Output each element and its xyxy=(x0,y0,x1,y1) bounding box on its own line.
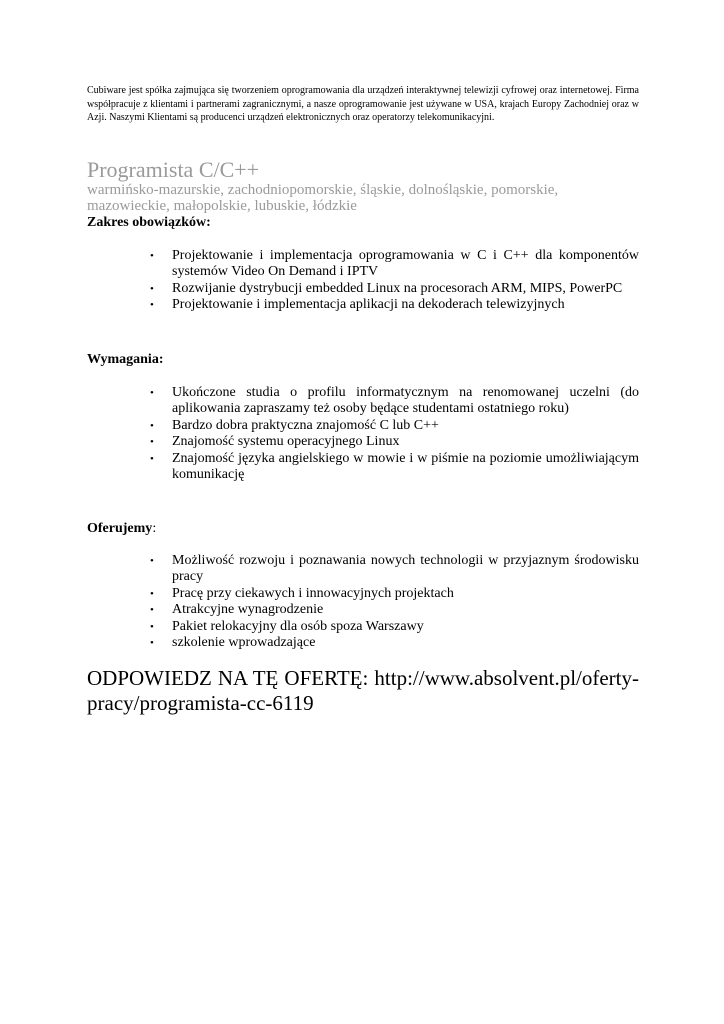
responsibilities-heading: Zakres obowiązków: xyxy=(87,214,211,230)
bullet-icon: • xyxy=(150,637,154,649)
list-item: • Pakiet relokacyjny dla osób spoza Warszawy xyxy=(150,618,424,634)
bullet-icon: • xyxy=(150,587,154,600)
requirements-list xyxy=(87,385,639,484)
list-item: • Projektowanie i implementacja aplikacji na dekoderach telewizyjnych xyxy=(150,297,565,312)
job-regions: warmińsko-mazurskie, zachodniopomorskie, śląskie, dolnośląskie, pomorskie, mazowieckie, małopolskie, lubuskie, łódzkie xyxy=(87,181,559,214)
bullet-icon: • xyxy=(150,249,154,262)
company-intro: Cubiware jest spółka zajmująca się tworzeniem oprogramowania dla urządzeń interaktywnej telewizji cyfrowej oraz internetowej. Firma współpracuje z klientami i partnerami zagranicznymi, a nasze oprogramowanie jest używane w USA, krajach Europy Zachodniej oraz w Azji. Naszymi Klientami są producenci urządzeń elektronicznych oraz operatorzy telekomunikacyjni. xyxy=(87,85,639,123)
list-item: • Ukończone studia o profilu informatycznym na renomowanej uczelni (do aplikowania zapraszamy też osoby będące studentami ostatniego roku) xyxy=(150,384,639,416)
list-item: • Rozwijanie dystrybucji embedded Linux na procesorach ARM, MIPS, PowerPC xyxy=(150,280,623,296)
bullet-icon: • xyxy=(150,620,154,633)
bullet-icon: • xyxy=(150,419,154,432)
bullet-icon: • xyxy=(150,299,154,311)
list-item: • Bardzo dobra praktyczna znajomość C lub C++ xyxy=(150,417,439,433)
bullet-icon: • xyxy=(150,282,154,295)
offer-list xyxy=(87,553,639,652)
list-item: • szkolenie wprowadzające xyxy=(150,635,316,650)
job-title: Programista C/C++ xyxy=(87,156,260,182)
offer-heading: Oferujemy: xyxy=(87,520,157,536)
list-item: • Znajomość systemu operacyjnego Linux xyxy=(150,434,400,449)
list-item: • Atrakcyjne wynagrodzenie xyxy=(150,602,324,617)
list-item: • Projektowanie i implementacja oprogramowania w C i C++ dla komponentów systemów Video On Demand i IPTV xyxy=(150,247,639,279)
requirements-heading: Wymagania: xyxy=(87,351,164,367)
document-page xyxy=(87,84,639,716)
bullet-icon: • xyxy=(150,604,154,616)
bullet-icon: • xyxy=(150,554,154,567)
list-item: • Możliwość rozwoju i poznawania nowych technologii w przyjaznym środowisku pracy xyxy=(150,552,639,584)
list-item: • Pracę przy ciekawych i innowacyjnych projektach xyxy=(150,585,454,601)
apply-link[interactable]: ODPOWIEDZ NA TĘ OFERTĘ: http://www.absolvent.pl/oferty-pracy/programista-cc-6119 xyxy=(87,665,639,715)
responsibilities-list xyxy=(87,248,639,314)
bullet-icon: • xyxy=(150,386,154,399)
list-item: • Znajomość języka angielskiego w mowie i w piśmie na poziomie umożliwiającym komunikację xyxy=(150,450,639,482)
bullet-icon: • xyxy=(150,436,154,448)
bullet-icon: • xyxy=(150,452,154,465)
